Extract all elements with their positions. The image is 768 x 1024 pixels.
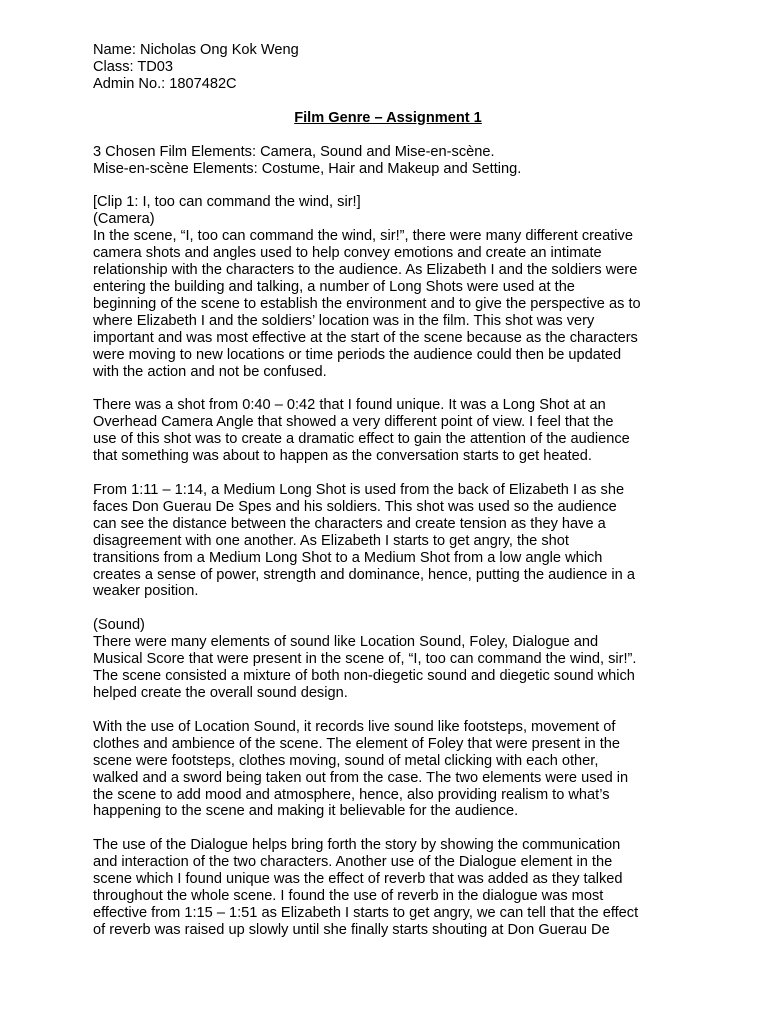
sound-paragraph-1: There were many elements of sound like Location Sound, Foley, Dialogue and Musical Score that were present in the scene of, “I, too can command the wind, sir!”. The scene consisted a mixture of both non-diegetic sound and diegetic sound which helped create the overall sound design. <box>93 634 637 701</box>
sound-paragraph-3: The use of the Dialogue helps bring forth the story by showing the communication and interaction of the two characters. Another use of the Dialogue element in the scene which I found unique was the effect of reverb that was added as they talked throughout the whole scene. I found the use of reverb in the dialogue was most effective from 1:15 – 1:51 as Elizabeth I starts to get angry, we can tell that the effect of reverb was raised up slowly until she finally starts shouting at Don Guerau De <box>93 837 639 938</box>
clip-section <box>93 194 683 380</box>
document-title: Film Genre – Assignment 1 <box>294 109 482 126</box>
student-header <box>93 42 683 93</box>
camera-paragraph-3: From 1:11 – 1:14, a Medium Long Shot is used from the back of Elizabeth I as she faces Don Guerau De Spes and his soldiers. This shot was used so the audience can see the distance between the characters and create tension as they have a disagreement with one another. As Elizabeth I starts to get angry, the shot transitions from a Medium Long Shot to a Medium Shot from a low angle which creates a sense of power, strength and dominance, hence, putting the audience in a weaker position. <box>93 482 635 600</box>
chosen-elements-paragraph: 3 Chosen Film Elements: Camera, Sound and Mise-en-scène. Mise-en-scène Elements: Costume, Hair and Makeup and Setting. <box>93 143 522 177</box>
camera-heading: (Camera) <box>93 211 155 228</box>
clip-heading: [Clip 1: I, too can command the wind, sir!] <box>93 194 361 211</box>
sound-section <box>93 617 683 702</box>
document-page <box>93 42 683 956</box>
sound-paragraph-2: With the use of Location Sound, it records live sound like footsteps, movement of clothes and ambience of the scene. The element of Foley that were present in the scene were footsteps, clothes moving, sound of metal clicking with each other, walked and a sword being taken out from the case. The two elements were used in the scene to add mood and atmosphere, hence, also providing realism to what’s happening to the scene and making it believable for the audience. <box>93 718 629 820</box>
student-class: Class: TD03 <box>93 58 174 75</box>
student-name: Name: Nicholas Ong Kok Weng <box>93 42 299 58</box>
sound-heading: (Sound) <box>93 617 145 634</box>
camera-paragraph-2: There was a shot from 0:40 – 0:42 that I found unique. It was a Long Shot at an Overhead Camera Angle that showed a very different point of view. I feel that the use of this shot was to create a dramatic effect to gain the attention of the audience that something was about to happen as the conversation starts to get heated. <box>93 397 630 465</box>
camera-paragraph-1: In the scene, “I, too can command the wind, sir!”, there were many different creative camera shots and angles used to help convey emotions and create an intimate relationship with the characters to the audience. As Elizabeth I and the soldiers were entering the building and talking, a number of Long Shots were used at the beginning of the scene to establish the environment and to give the perspective as to where Elizabeth I and the soldiers’ location was in the film. This shot was very important and was most effective at the start of the scene because as the characters were moving to new locations or time periods the audience could then be updated with the action and not be confused. <box>93 228 641 380</box>
admin-number: Admin No.: 1807482C <box>93 75 237 92</box>
